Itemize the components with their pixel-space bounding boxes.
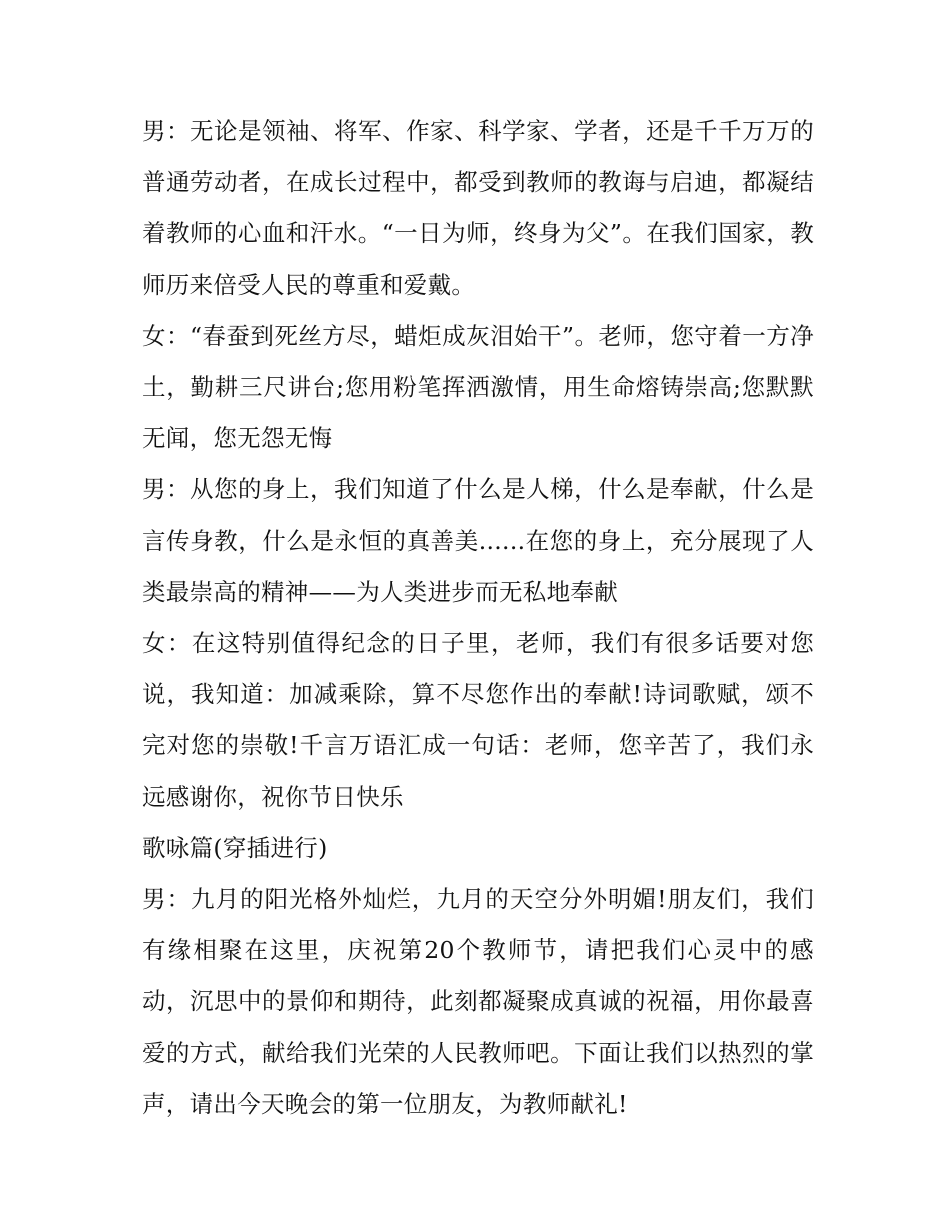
section-heading-song: 歌咏篇(穿插进行) [142, 833, 328, 862]
paragraph-male-speech-3: 男：九月的阳光格外灿烂，九月的天空分外明媚!朋友们，我们有缘相聚在这里，庆祝第20个教师节，请把我们心灵中的感动，沉思中的景仰和期待，此刻都凝聚成真诚的祝福，用你最喜爱的方式，献给我们光荣的人民教师吧。下面让我们以热烈的掌声，请出今天晚会的第一位朋友，为教师献礼! [142, 885, 814, 1118]
paragraph-female-speech-2: 女：在这特别值得纪念的日子里，老师，我们有很多话要对您说，我知道：加减乘除，算不尽您作出的奉献!诗词歌赋，颂不完对您的崇敬!千言万语汇成一句话：老师，您辛苦了，我们永远感谢你，祝你节日快乐 [142, 629, 814, 811]
paragraph-male-speech-2: 男：从您的身上，我们知道了什么是人梯，什么是奉献，什么是言传身教，什么是永恒的真善美......在您的身上，充分展现了人类最崇高的精神——为人类进步而无私地奉献 [142, 475, 814, 606]
paragraph-male-speech-1: 男：无论是领袖、将军、作家、科学家、学者，还是千千万万的普通劳动者，在成长过程中，都受到教师的教诲与启迪，都凝结着教师的心血和汗水。“一日为师，终身为父”。在我们国家，教师历来倍受人民的尊重和爱戴。 [142, 117, 814, 299]
paragraph-female-speech-1: 女：“春蚕到死丝方尽，蜡炬成灰泪始干”。老师，您守着一方净土，勤耕三尺讲台;您用粉笔挥洒激情，用生命熔铸崇高;您默默无闻，您无怨无悔 [142, 321, 814, 453]
document-page [142, 106, 814, 1130]
